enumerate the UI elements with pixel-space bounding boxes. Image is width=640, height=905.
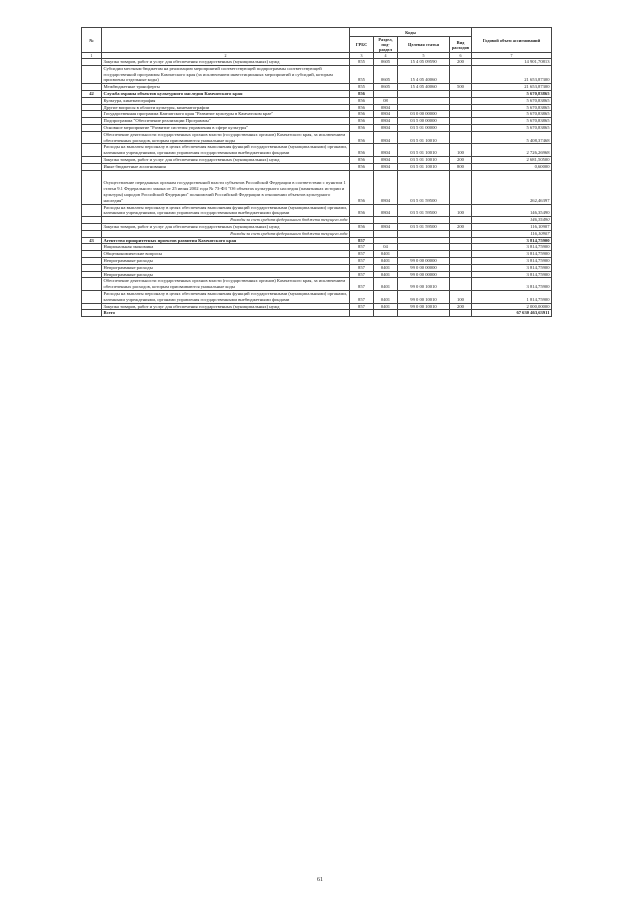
col-header-codes: Коды <box>350 28 472 37</box>
budget-table <box>81 27 552 317</box>
row-name-cell: Другие вопросы в области культуры, кинематографии <box>102 104 350 111</box>
section-code-cell <box>374 217 398 224</box>
section-code-cell: 0401 <box>374 264 398 271</box>
table-row <box>82 264 552 271</box>
section-code-cell: 0605 <box>374 84 398 91</box>
expense-type-cell <box>450 118 472 125</box>
target-code-cell: 99 0 00 00000 <box>398 264 450 271</box>
target-code-cell: 15 4 05 40060 <box>398 65 450 83</box>
expense-type-cell <box>450 65 472 83</box>
expense-type-cell <box>450 97 472 104</box>
section-code-cell: 0804 <box>374 131 398 144</box>
grbs-code-cell: 857 <box>350 264 374 271</box>
grbs-code-cell: 856 <box>350 170 374 204</box>
row-number-cell <box>82 204 102 217</box>
row-name-cell: Субсидии местным бюджетам на реализацию мероприятий соответствующей подпрограммы соответствующей государственной программы Камчатского края (за исключением инвестиционных мероприятий и субсидий, которым присвоены отдельные коды) <box>102 65 350 83</box>
expense-type-cell <box>450 131 472 144</box>
target-code-cell: 99 0 00 00000 <box>398 271 450 278</box>
column-index: 3 <box>350 53 374 59</box>
row-number-cell <box>82 59 102 66</box>
row-number-cell <box>82 65 102 83</box>
target-code-cell: 03 5 01 10010 <box>398 131 450 144</box>
section-code-cell: 0804 <box>374 104 398 111</box>
amount-cell: 14 901,70813 <box>472 59 552 66</box>
section-code-cell: 0804 <box>374 124 398 131</box>
section-code-cell: 0804 <box>374 144 398 157</box>
col-header-type: Вид расходов <box>450 37 472 53</box>
section-code-cell <box>374 237 398 244</box>
target-code-cell: 03 5 01 10010 <box>398 163 450 170</box>
row-name-cell: Закупка товаров, работ и услуг для обеспечения государственных (муниципальных) нужд <box>102 156 350 163</box>
section-code-cell: 0804 <box>374 111 398 118</box>
table-row <box>82 156 552 163</box>
grbs-code-cell: 855 <box>350 59 374 66</box>
table-row <box>82 65 552 83</box>
target-code-cell <box>398 237 450 244</box>
target-code-cell: 03 5 01 59500 <box>398 170 450 204</box>
amount-cell: 5 670,83865 <box>472 90 552 97</box>
target-code-cell: 15 4 05 09590 <box>398 59 450 66</box>
expense-type-cell <box>450 217 472 224</box>
grbs-code-cell <box>350 217 374 224</box>
target-code-cell: 03 5 01 10010 <box>398 144 450 157</box>
grbs-code-cell: 856 <box>350 90 374 97</box>
row-name-cell: Расходы на выплаты персоналу в целях обеспечения выполнения функций государственными (муниципальными) органами, казенными учреждениями, органами управления государственными внебюджетными фондами <box>102 144 350 157</box>
target-code-cell: 99 0 00 10010 <box>398 278 450 291</box>
amount-cell: 1 814,75900 <box>472 290 552 303</box>
section-code-cell <box>374 90 398 97</box>
table-row <box>82 303 552 310</box>
column-index: 6 <box>450 53 472 59</box>
col-header-amount: Годовой объем ассигнований <box>472 28 552 53</box>
expense-type-cell <box>450 230 472 237</box>
grbs-code-cell <box>350 230 374 237</box>
row-number-cell <box>82 131 102 144</box>
expense-type-cell <box>450 271 472 278</box>
section-code-cell: 0401 <box>374 278 398 291</box>
row-name-cell: Общеэкономические вопросы <box>102 251 350 258</box>
table-row <box>82 97 552 104</box>
target-code-cell: 99 0 00 00000 <box>398 257 450 264</box>
target-code-cell: 03 5 01 00000 <box>398 124 450 131</box>
amount-cell: 2 681,50500 <box>472 156 552 163</box>
grbs-code-cell: 857 <box>350 244 374 251</box>
column-index: 2 <box>102 53 350 59</box>
row-name-cell: Закупка товаров, работ и услуг для обеспечения государственных (муниципальных) нужд <box>102 223 350 230</box>
grbs-code-cell: 856 <box>350 223 374 230</box>
grbs-code-cell: 856 <box>350 118 374 125</box>
expense-type-cell <box>450 111 472 118</box>
target-code-cell <box>398 310 450 317</box>
target-code-cell: 99 0 00 10010 <box>398 290 450 303</box>
target-code-cell <box>398 230 450 237</box>
target-code-cell <box>398 90 450 97</box>
section-code-cell: 0401 <box>374 257 398 264</box>
row-number-cell <box>82 97 102 104</box>
expense-type-cell <box>450 264 472 271</box>
table-row <box>82 170 552 204</box>
table-row <box>82 118 552 125</box>
row-number-cell <box>82 223 102 230</box>
table-row <box>82 290 552 303</box>
target-code-cell <box>398 251 450 258</box>
amount-cell: 2 726,26968 <box>472 144 552 157</box>
row-number-cell <box>82 156 102 163</box>
table-row <box>82 244 552 251</box>
amount-cell: 5 408,37468 <box>472 131 552 144</box>
expense-type-cell: 200 <box>450 156 472 163</box>
table-row <box>82 84 552 91</box>
expense-type-cell <box>450 237 472 244</box>
table-row <box>82 124 552 131</box>
grbs-code-cell: 856 <box>350 97 374 104</box>
row-number-cell <box>82 124 102 131</box>
table-row <box>82 131 552 144</box>
row-number-cell <box>82 290 102 303</box>
column-index: 4 <box>374 53 398 59</box>
grbs-code-cell: 856 <box>350 131 374 144</box>
section-code-cell: 0605 <box>374 59 398 66</box>
amount-cell: 146,35490 <box>472 204 552 217</box>
row-number-cell <box>82 251 102 258</box>
table-row <box>82 111 552 118</box>
column-index: 5 <box>398 53 450 59</box>
row-number-cell <box>82 271 102 278</box>
target-code-cell: 99 0 00 10010 <box>398 303 450 310</box>
amount-cell: 116,10907 <box>472 223 552 230</box>
target-code-cell <box>398 217 450 224</box>
section-code-cell: 0401 <box>374 251 398 258</box>
table-row <box>82 237 552 244</box>
section-code-cell: 0804 <box>374 118 398 125</box>
table-row <box>82 278 552 291</box>
section-code-cell: 0605 <box>374 65 398 83</box>
total-row <box>82 310 552 317</box>
section-code-cell: 0804 <box>374 156 398 163</box>
row-number-cell <box>82 217 102 224</box>
row-name-cell: Основное мероприятие "Развитие системы управления в сфере культуры" <box>102 124 350 131</box>
grbs-code-cell: 856 <box>350 124 374 131</box>
amount-cell: 5 670,83865 <box>472 124 552 131</box>
section-code-cell: 0401 <box>374 290 398 303</box>
amount-cell: 262,46397 <box>472 170 552 204</box>
col-header-grbs: ГРБС <box>350 37 374 53</box>
row-name-cell: Непрограммные расходы <box>102 264 350 271</box>
row-name-cell: Обеспечение деятельности государственных органов власти (государственных органов) Камчатского края, за исключением обеспеченных расходов, которым присваиваются уникальные коды <box>102 278 350 291</box>
column-index: 7 <box>472 53 552 59</box>
row-name-cell: Закупка товаров, работ и услуг для обеспечения государственных (муниципальных) нужд <box>102 59 350 66</box>
col-header-num: № <box>82 28 102 53</box>
row-number-cell <box>82 310 102 317</box>
table-row <box>82 59 552 66</box>
grbs-code-cell: 857 <box>350 237 374 244</box>
table-row <box>82 223 552 230</box>
amount-cell: 2 000,00000 <box>472 303 552 310</box>
expense-type-cell <box>450 90 472 97</box>
expense-type-cell: 200 <box>450 223 472 230</box>
amount-cell: 3 814,75900 <box>472 264 552 271</box>
section-code-cell: 0804 <box>374 223 398 230</box>
row-number-cell <box>82 264 102 271</box>
row-number-cell: 43 <box>82 237 102 244</box>
amount-cell: 0,60000 <box>472 163 552 170</box>
amount-cell: 3 814,75900 <box>472 257 552 264</box>
expense-type-cell <box>450 278 472 291</box>
expense-type-cell: 100 <box>450 144 472 157</box>
expense-type-cell <box>450 124 472 131</box>
row-name-cell: Государственная программа Камчатского края "Развитие культуры в Камчатском крае" <box>102 111 350 118</box>
target-code-cell: 15 4 05 40060 <box>398 84 450 91</box>
target-code-cell: 03 0 00 00000 <box>398 111 450 118</box>
expense-type-cell <box>450 170 472 204</box>
grbs-code-cell: 857 <box>350 278 374 291</box>
amount-cell: 3 814,75900 <box>472 271 552 278</box>
column-index: 1 <box>82 53 102 59</box>
row-number-cell <box>82 230 102 237</box>
table-row <box>82 251 552 258</box>
amount-cell: 5 670,83865 <box>472 118 552 125</box>
expense-type-cell <box>450 310 472 317</box>
amount-cell: 67 630 463,63911 <box>472 310 552 317</box>
target-code-cell <box>398 244 450 251</box>
row-number-cell: 42 <box>82 90 102 97</box>
col-header-name <box>102 28 350 53</box>
target-code-cell <box>398 97 450 104</box>
target-code-cell: 03 5 00 00000 <box>398 118 450 125</box>
expense-type-cell <box>450 251 472 258</box>
grbs-code-cell: 857 <box>350 303 374 310</box>
row-name-cell: Расходы за счет средств федерального бюджета текущего года <box>102 230 350 237</box>
row-name-cell: Расходы на выплаты персоналу в целях обеспечения выполнения функций государственными (муниципальными) органами, казенными учреждениями, органами управления государственными внебюджетными фондами <box>102 204 350 217</box>
table-row <box>82 163 552 170</box>
grbs-code-cell: 856 <box>350 111 374 118</box>
expense-type-cell: 200 <box>450 59 472 66</box>
grbs-code-cell: 857 <box>350 271 374 278</box>
section-code-cell <box>374 230 398 237</box>
table-row <box>82 104 552 111</box>
row-number-cell <box>82 104 102 111</box>
table-row <box>82 144 552 157</box>
target-code-cell: 03 5 01 59500 <box>398 223 450 230</box>
grbs-code-cell: 855 <box>350 84 374 91</box>
row-name-cell: Национальная экономика <box>102 244 350 251</box>
section-code-cell: 0401 <box>374 303 398 310</box>
row-name-cell: Осуществление переданных органам государственной власти субъектов Российской Федерации в соответствии с пунктом 1 статьи 9.1 Федерального закона от 25 июня 2002 года № 73-ФЗ "Об объектах культурного наследия (памятниках истории и культуры) народов Российской Федерации" полномочий Российской Федерации в отношении объектов культурного наследия" <box>102 170 350 204</box>
row-name-cell: Агентство приоритетных проектов развития Камчатского края <box>102 237 350 244</box>
amount-cell: 3 814,75900 <box>472 278 552 291</box>
row-name-cell: Непрограммные расходы <box>102 271 350 278</box>
amount-cell: 21 653,87300 <box>472 84 552 91</box>
table-row <box>82 217 552 224</box>
row-number-cell <box>82 144 102 157</box>
grbs-code-cell: 857 <box>350 257 374 264</box>
row-name-cell: Непрограммные расходы <box>102 257 350 264</box>
section-code-cell: 0804 <box>374 204 398 217</box>
table-body <box>82 59 552 317</box>
expense-type-cell <box>450 244 472 251</box>
section-code-cell <box>374 310 398 317</box>
expense-type-cell <box>450 257 472 264</box>
row-name-cell: Иные бюджетные ассигнования <box>102 163 350 170</box>
section-code-cell: 0804 <box>374 163 398 170</box>
target-code-cell <box>398 104 450 111</box>
row-number-cell <box>82 163 102 170</box>
grbs-code-cell: 856 <box>350 163 374 170</box>
expense-type-cell: 500 <box>450 84 472 91</box>
col-header-section: Раздел, под-раздел <box>374 37 398 53</box>
grbs-code-cell: 856 <box>350 204 374 217</box>
section-code-cell: 0804 <box>374 170 398 204</box>
row-name-cell: Расходы за счет средств федерального бюджета текущего года <box>102 217 350 224</box>
section-code-cell: 0401 <box>374 271 398 278</box>
amount-cell: 5 670,83865 <box>472 111 552 118</box>
row-name-cell: Расходы на выплаты персоналу в целях обеспечения выполнения функций государственными (муниципальными) органами, казенными учреждениями, органами управления государственными внебюджетными фондами <box>102 290 350 303</box>
grbs-code-cell: 857 <box>350 290 374 303</box>
row-name-cell: Обеспечение деятельности государственных органов власти (государственных органов) Камчатского края, за исключением обеспеченных расходов, которым присваиваются уникальные коды <box>102 131 350 144</box>
row-number-cell <box>82 278 102 291</box>
row-number-cell <box>82 257 102 264</box>
row-name-cell: Межбюджетные трансферты <box>102 84 350 91</box>
amount-cell: 116,10907 <box>472 230 552 237</box>
row-number-cell <box>82 244 102 251</box>
amount-cell: 3 814,75900 <box>472 244 552 251</box>
table-row <box>82 257 552 264</box>
grbs-code-cell: 856 <box>350 104 374 111</box>
amount-cell: 3 814,75900 <box>472 251 552 258</box>
row-number-cell <box>82 84 102 91</box>
table-row <box>82 204 552 217</box>
amount-cell: 146,35490 <box>472 217 552 224</box>
grbs-code-cell: 855 <box>350 65 374 83</box>
expense-type-cell <box>450 104 472 111</box>
row-number-cell <box>82 111 102 118</box>
section-code-cell: 04 <box>374 244 398 251</box>
table-row <box>82 230 552 237</box>
row-name-cell: Культура, кинематография <box>102 97 350 104</box>
amount-cell: 5 670,83865 <box>472 104 552 111</box>
page-number: 61 <box>317 877 323 883</box>
section-code-cell: 08 <box>374 97 398 104</box>
col-header-target: Целевая статья <box>398 37 450 53</box>
row-number-cell <box>82 303 102 310</box>
table-row <box>82 271 552 278</box>
expense-type-cell: 200 <box>450 303 472 310</box>
expense-type-cell: 100 <box>450 290 472 303</box>
expense-type-cell: 100 <box>450 204 472 217</box>
row-number-cell <box>82 118 102 125</box>
target-code-cell: 03 5 01 59500 <box>398 204 450 217</box>
grbs-code-cell: 856 <box>350 156 374 163</box>
row-name-cell: Всего <box>102 310 350 317</box>
target-code-cell: 03 5 01 10010 <box>398 156 450 163</box>
expense-type-cell: 800 <box>450 163 472 170</box>
row-name-cell: Закупка товаров, работ и услуг для обеспечения государственных (муниципальных) нужд <box>102 303 350 310</box>
amount-cell: 3 814,75900 <box>472 237 552 244</box>
grbs-code-cell <box>350 310 374 317</box>
grbs-code-cell: 857 <box>350 251 374 258</box>
row-name-cell: Служба охраны объектов культурного наследия Камчатского края <box>102 90 350 97</box>
row-name-cell: Подпрограмма "Обеспечение реализации Программы" <box>102 118 350 125</box>
amount-cell: 21 653,87300 <box>472 65 552 83</box>
grbs-code-cell: 856 <box>350 144 374 157</box>
row-number-cell <box>82 170 102 204</box>
table-row <box>82 90 552 97</box>
amount-cell: 5 670,83865 <box>472 97 552 104</box>
